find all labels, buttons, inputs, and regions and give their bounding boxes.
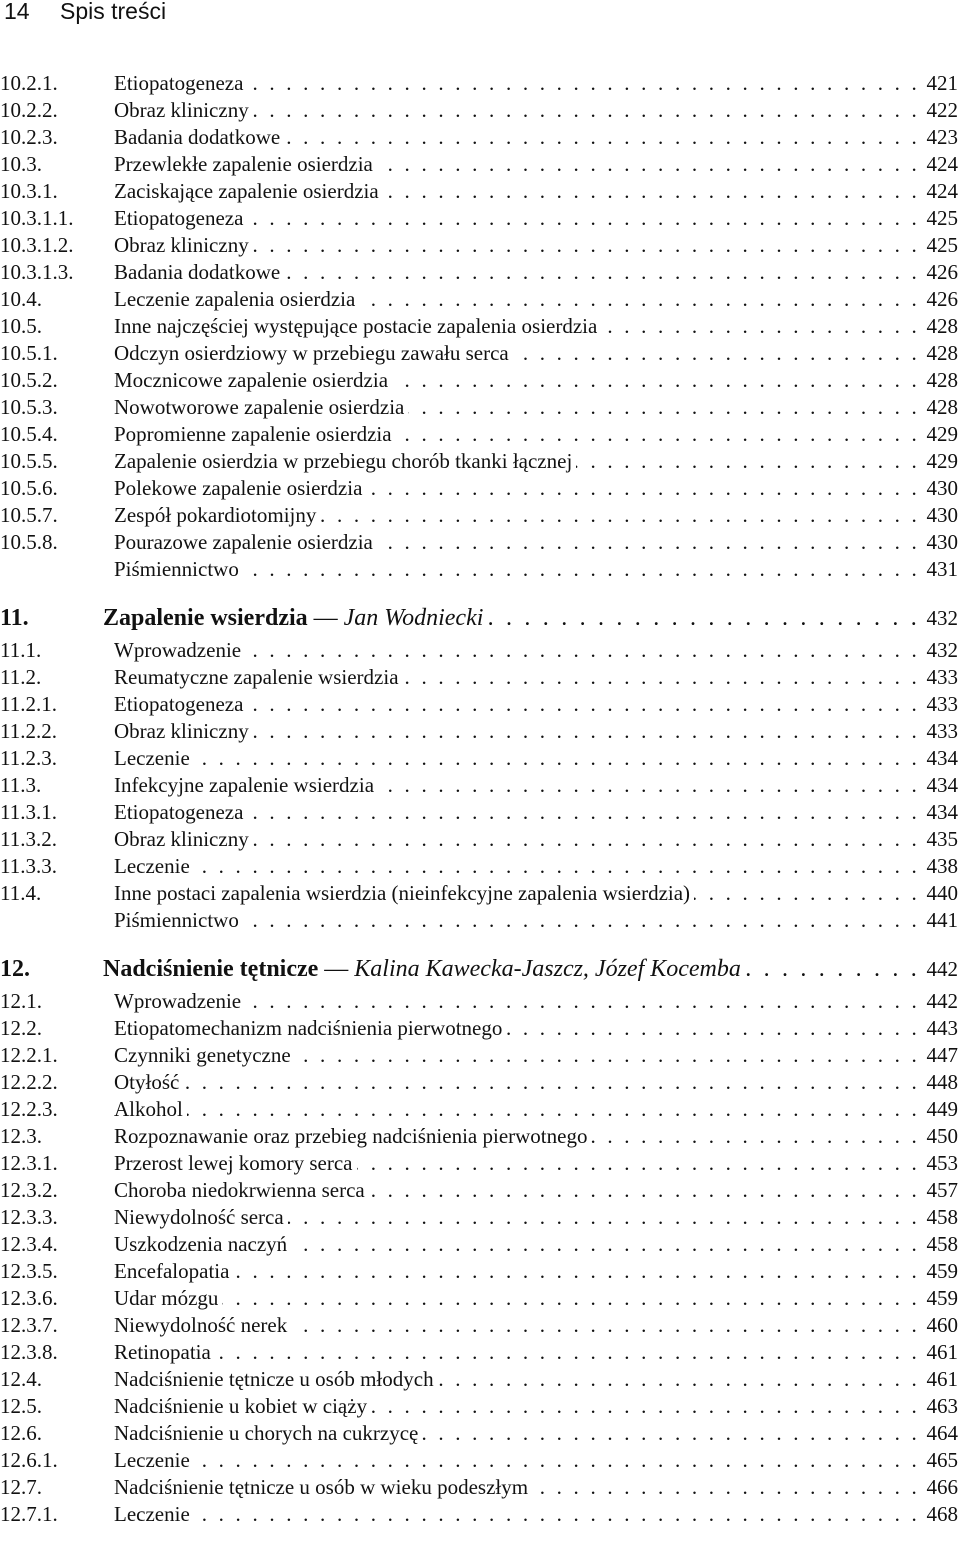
toc-entry-title: Etiopatogeneza [114,206,247,230]
toc-entry [0,1069,960,1096]
toc-entry [0,1366,960,1393]
toc-entry-page-number: 463 [926,1394,958,1418]
toc-entry-title-with-leader-dots [114,313,920,340]
toc-entry-title: Encefalopatia [114,1259,233,1283]
toc-entry-number: 10.5. [0,314,42,338]
toc-entry-page-number: 440 [926,881,958,905]
toc-entry-number: 10.3.1.1. [0,206,74,230]
toc-entry-title-with-leader-dots [114,205,920,232]
toc-entry [0,1420,960,1447]
toc-entry-title-with-leader-dots [114,1258,920,1285]
toc-entry-page-number: 422 [926,98,958,122]
toc-entry-number: 12.3.5. [0,1259,58,1283]
toc-entry [0,178,960,205]
toc-entry-title: Retinopatia [114,1340,215,1364]
toc-entry [0,1474,960,1501]
toc-entry-number: 11.2.3. [0,746,57,770]
toc-entry-title: Udar mózgu [114,1286,222,1310]
chapter-author-separator: — [318,956,355,982]
toc-entry-title-with-leader-dots [114,1123,920,1150]
toc-entry-page-number: 458 [926,1232,958,1256]
toc-entry-title-with-leader-dots [114,718,920,745]
toc-entry [0,286,960,313]
toc-entry-number: 12.3.3. [0,1205,58,1229]
toc-entry-number: 12.3.2. [0,1178,58,1202]
toc-entry-page-number: 449 [926,1097,958,1121]
toc-entry-title: Leczenie [114,854,194,878]
toc-entry-title-with-leader-dots [114,1096,920,1123]
toc-entry-page-number: 461 [926,1340,958,1364]
toc-entry-number: 11.1. [0,638,42,662]
toc-entry-title: Zespół pokardiotomijny [114,503,320,527]
toc-entry [0,151,960,178]
toc-entry-page-number: 425 [926,233,958,257]
header-page-number: 14 [4,0,30,24]
toc-entry-title-with-leader-dots [114,691,920,718]
toc-entry-title-with-leader-dots [114,448,920,475]
toc-entry-page-number: 428 [926,395,958,419]
toc-entry [0,502,960,529]
toc-entry-title-with-leader-dots [114,97,920,124]
toc-entry-number: 11.2.2. [0,719,57,743]
toc-entry [0,124,960,151]
toc-entry-number: 12.5. [0,1394,42,1418]
toc-entry-title: Etiopatogeneza [114,692,247,716]
toc-entry-title-with-leader-dots [103,599,920,637]
toc-entry-title: Wprowadzenie [114,638,245,662]
toc-entry-title-with-leader-dots [114,772,920,799]
toc-entry-title: Badania dodatkowe [114,260,284,284]
toc-entry [0,1150,960,1177]
toc-entry-page-number: 443 [926,1016,958,1040]
toc-entry-number: 10.5.1. [0,341,58,365]
toc-entry-title-with-leader-dots [114,799,920,826]
toc-entry [0,988,960,1015]
toc-entry-title: Obraz kliniczny [114,98,253,122]
toc-entry-page-number: 459 [926,1259,958,1283]
toc-entry-title: Popromienne zapalenie osierdzia [114,422,396,446]
toc-entry [0,1501,960,1528]
toc-entry [0,1447,960,1474]
toc-entry [0,1042,960,1069]
toc-entry-title: Leczenie [114,746,194,770]
toc-entry-title-with-leader-dots [114,151,920,178]
toc-entry-page-number: 460 [926,1313,958,1337]
toc-entry-number: 10.2.3. [0,125,58,149]
toc-entry [0,421,960,448]
toc-entry-page-number: 425 [926,206,958,230]
table-of-contents [0,70,960,1528]
toc-entry [0,97,960,124]
toc-entry [0,1258,960,1285]
toc-entry-title-with-leader-dots [114,1177,920,1204]
toc-entry-page-number: 428 [926,314,958,338]
toc-entry-title: Piśmiennictwo [114,557,243,581]
toc-entry-page-number: 434 [926,773,958,797]
toc-entry-number: 12.3.8. [0,1340,58,1364]
toc-entry-number: 10.3.1. [0,179,58,203]
toc-entry [0,205,960,232]
toc-entry-title: Czynniki genetyczne [114,1043,295,1067]
toc-entry-page-number: 426 [926,260,958,284]
toc-entry-title-with-leader-dots [114,1447,920,1474]
toc-entry [0,70,960,97]
toc-entry-title-with-leader-dots [114,421,920,448]
toc-entry-title-with-leader-dots [114,1501,920,1528]
toc-entry-title-with-leader-dots [114,1231,920,1258]
toc-entry [0,1312,960,1339]
toc-entry-title: Przerost lewej komory serca [114,1151,357,1175]
toc-entry [0,367,960,394]
toc-entry-number: 12.1. [0,989,42,1013]
toc-entry-number: 10.3. [0,152,42,176]
toc-entry [0,907,960,934]
toc-entry-number: 12.3.4. [0,1232,58,1256]
toc-entry [0,394,960,421]
toc-entry-title-with-leader-dots [114,529,920,556]
toc-entry-page-number: 442 [926,957,958,981]
toc-entry-title: Leczenie [114,1448,194,1472]
chapter-title: Zapalenie wsierdzia [103,605,308,631]
toc-entry-title-with-leader-dots [114,340,920,367]
toc-entry-page-number: 435 [926,827,958,851]
toc-entry-title-with-leader-dots [114,1420,920,1447]
toc-entry-title-with-leader-dots [114,1339,920,1366]
toc-entry-title: Etiopatomechanizm nadciśnienia pierwotnego [114,1016,506,1040]
toc-entry-title: Obraz kliniczny [114,233,253,257]
toc-entry-title-with-leader-dots [114,124,920,151]
toc-entry-number: 12.6.1. [0,1448,58,1472]
toc-entry-page-number: 430 [926,503,958,527]
toc-entry-title-with-leader-dots [114,880,920,907]
toc-entry-title: Nadciśnienie tętnicze u osób młodych [114,1367,438,1391]
toc-entry-page-number: 447 [926,1043,958,1067]
toc-entry-page-number: 441 [926,908,958,932]
toc-entry [0,448,960,475]
toc-entry-title-with-leader-dots [114,637,920,664]
toc-entry-page-number: 457 [926,1178,958,1202]
toc-entry-page-number: 421 [926,71,958,95]
toc-entry-page-number: 428 [926,368,958,392]
toc-entry-title-with-leader-dots [114,70,920,97]
toc-entry-number: 12.3.6. [0,1286,58,1310]
toc-entry [0,259,960,286]
toc-entry-title-with-leader-dots [114,232,920,259]
toc-entry-title-with-leader-dots [114,394,920,421]
toc-entry-title: Reumatyczne zapalenie wsierdzia [114,665,403,689]
toc-entry-number: 10.4. [0,287,42,311]
toc-entry-title-with-leader-dots [114,259,920,286]
toc-entry-number: 12.7. [0,1475,42,1499]
toc-entry-title: Badania dodatkowe [114,125,284,149]
toc-entry-page-number: 438 [926,854,958,878]
toc-entry-title-with-leader-dots [114,1204,920,1231]
toc-entry-page-number: 453 [926,1151,958,1175]
toc-entry-title: Mocznicowe zapalenie osierdzia [114,368,392,392]
header-running-title: Spis treści [60,0,167,24]
toc-entry-title-with-leader-dots [114,367,920,394]
toc-entry-number: 11.2. [0,665,42,689]
toc-entry-number: 10.5.7. [0,503,58,527]
toc-entry-title: Otyłość [114,1070,183,1094]
toc-entry-title-with-leader-dots [114,1366,920,1393]
toc-entry-title: Przewlekłe zapalenie osierdzia [114,152,377,176]
toc-entry-page-number: 429 [926,449,958,473]
toc-entry-page-number: 430 [926,530,958,554]
toc-entry [0,1393,960,1420]
toc-entry-number: 11.3.1. [0,800,57,824]
toc-entry [0,664,960,691]
toc-entry-number: 10.2.1. [0,71,58,95]
toc-entry-page-number: 430 [926,476,958,500]
toc-entry-title: Leczenie zapalenia osierdzia [114,287,359,311]
toc-entry-number: 12.4. [0,1367,42,1391]
toc-entry-title-with-leader-dots [114,1474,920,1501]
toc-entry-title: Inne postaci zapalenia wsierdzia (nieinfekcyjne zapalenia wsierdzia) [114,881,694,905]
toc-entry-page-number: 466 [926,1475,958,1499]
toc-entry-title: Polekowe zapalenie osierdzia [114,476,366,500]
toc-entry-number: 10.3.1.3. [0,260,74,284]
toc-entry-title: Piśmiennictwo [114,908,243,932]
toc-entry [0,718,960,745]
toc-entry-title: Nadciśnienie u chorych na cukrzycę [114,1421,422,1445]
toc-entry-title: Leczenie [114,1502,194,1526]
toc-entry-title: Infekcyjne zapalenie wsierdzia [114,773,378,797]
toc-entry [0,772,960,799]
toc-entry-title: Obraz kliniczny [114,719,253,743]
toc-entry-page-number: 459 [926,1286,958,1310]
toc-entry-title-with-leader-dots [114,853,920,880]
toc-entry-page-number: 450 [926,1124,958,1148]
toc-entry-title-with-leader-dots [114,745,920,772]
toc-entry-title-with-leader-dots [114,1069,920,1096]
toc-entry-number: 11.2.1. [0,692,57,716]
toc-entry-title-with-leader-dots [114,475,920,502]
toc-entry-number: 12.2.1. [0,1043,58,1067]
toc-entry [0,799,960,826]
toc-entry [0,556,960,583]
toc-entry [0,637,960,664]
toc-entry-title: Zapalenie osierdzia w przebiegu chorób tkanki łącznej [114,449,576,473]
toc-entry-title: Pourazowe zapalenie osierdzia [114,530,377,554]
toc-entry-title-with-leader-dots [114,907,920,934]
toc-entry-title-with-leader-dots [114,502,920,529]
toc-entry-title-with-leader-dots [114,1150,920,1177]
toc-entry-page-number: 432 [926,606,958,630]
toc-entry-title-with-leader-dots [114,826,920,853]
toc-entry-title: Uszkodzenia naczyń [114,1232,291,1256]
toc-entry-number: 11.3.2. [0,827,57,851]
toc-entry-number: 10.5.8. [0,530,58,554]
toc-entry [0,475,960,502]
toc-entry [0,1339,960,1366]
toc-entry-page-number: 464 [926,1421,958,1445]
toc-entry-title-with-leader-dots [114,664,920,691]
toc-entry-title: Etiopatogeneza [114,71,247,95]
toc-entry-page-number: 465 [926,1448,958,1472]
toc-chapter-entry [0,950,960,988]
toc-entry-title: Rozpoznawanie oraz przebieg nadciśnienia pierwotnego [114,1124,591,1148]
toc-entry-page-number: 434 [926,800,958,824]
toc-entry-number: 11.3. [0,773,42,797]
toc-entry-number: 12.2.2. [0,1070,58,1094]
toc-entry [0,1204,960,1231]
toc-entry-number: 12. [0,956,30,982]
toc-entry [0,313,960,340]
chapter-authors: Jan Wodniecki [343,605,484,631]
toc-entry [0,853,960,880]
toc-entry-title: Niewydolność nerek [114,1313,291,1337]
toc-entry-number: 12.7.1. [0,1502,58,1526]
chapter-author-separator: — [307,605,344,631]
toc-entry-number: 12.2. [0,1016,42,1040]
chapter-title: Nadciśnienie tętnicze [103,956,319,982]
toc-entry-page-number: 428 [926,341,958,365]
toc-entry-title: Inne najczęściej występujące postacie zapalenia osierdzia [114,314,601,338]
toc-entry-page-number: 432 [926,638,958,662]
toc-entry-page-number: 442 [926,989,958,1013]
toc-entry-number: 10.5.6. [0,476,58,500]
toc-entry-number: 10.3.1.2. [0,233,74,257]
toc-entry-title-with-leader-dots [114,1285,920,1312]
toc-entry-title-with-leader-dots [114,1393,920,1420]
toc-entry-page-number: 429 [926,422,958,446]
toc-entry-title-with-leader-dots [114,286,920,313]
toc-entry-number: 10.5.2. [0,368,58,392]
toc-entry [0,232,960,259]
toc-entry-title: Odczyn osierdziowy w przebiegu zawału serca [114,341,513,365]
toc-entry-title: Etiopatogeneza [114,800,247,824]
toc-entry-page-number: 424 [926,152,958,176]
toc-entry-number: 10.5.5. [0,449,58,473]
toc-entry-page-number: 434 [926,746,958,770]
toc-entry-page-number: 424 [926,179,958,203]
toc-entry-number: 12.3.1. [0,1151,58,1175]
toc-entry-page-number: 423 [926,125,958,149]
toc-entry-number: 11. [0,605,29,631]
toc-entry-number: 11.3.3. [0,854,57,878]
toc-entry-title: Obraz kliniczny [114,827,253,851]
toc-entry-page-number: 461 [926,1367,958,1391]
toc-entry [0,691,960,718]
toc-entry-title-with-leader-dots [114,988,920,1015]
toc-entry-title: Choroba niedokrwienna serca [114,1178,369,1202]
toc-entry [0,1123,960,1150]
toc-entry-number: 10.5.3. [0,395,58,419]
toc-entry-number: 12.2.3. [0,1097,58,1121]
toc-entry-page-number: 433 [926,719,958,743]
toc-entry-title-with-leader-dots [114,178,920,205]
toc-entry-page-number: 433 [926,665,958,689]
toc-entry-number: 10.2.2. [0,98,58,122]
toc-entry-number: 10.5.4. [0,422,58,446]
toc-entry-page-number: 431 [926,557,958,581]
toc-entry [0,1285,960,1312]
toc-entry [0,826,960,853]
toc-entry-title-with-leader-dots [103,950,920,988]
toc-entry [0,880,960,907]
toc-entry-title: Niewydolność serca [114,1205,288,1229]
toc-entry-page-number: 468 [926,1502,958,1526]
toc-entry-number: 12.3.7. [0,1313,58,1337]
toc-entry-page-number: 433 [926,692,958,716]
toc-entry-page-number: 448 [926,1070,958,1094]
toc-chapter-entry [0,599,960,637]
toc-entry [0,340,960,367]
toc-entry-number: 12.6. [0,1421,42,1445]
toc-entry [0,1177,960,1204]
toc-entry-title: Zaciskające zapalenie osierdzia [114,179,383,203]
toc-entry-title-with-leader-dots [114,1312,920,1339]
toc-entry-page-number: 426 [926,287,958,311]
running-header [4,0,166,28]
toc-entry [0,745,960,772]
toc-entry-number: 12.3. [0,1124,42,1148]
toc-entry-number: 11.4. [0,881,42,905]
toc-entry-title: Nadciśnienie tętnicze u osób w wieku podeszłym [114,1475,532,1499]
toc-entry [0,1231,960,1258]
toc-entry-page-number: 458 [926,1205,958,1229]
toc-entry-title: Alkohol [114,1097,187,1121]
toc-entry [0,529,960,556]
toc-entry [0,1096,960,1123]
chapter-authors: Kalina Kawecka-Jaszcz, Józef Kocemba [354,956,741,982]
toc-entry-title: Wprowadzenie [114,989,245,1013]
toc-entry-title: Nowotworowe zapalenie osierdzia [114,395,408,419]
toc-entry-title-with-leader-dots [114,1042,920,1069]
toc-entry-title-with-leader-dots [114,1015,920,1042]
toc-entry-title: Nadciśnienie u kobiet w ciąży [114,1394,371,1418]
toc-entry [0,1015,960,1042]
toc-entry-title-with-leader-dots [114,556,920,583]
